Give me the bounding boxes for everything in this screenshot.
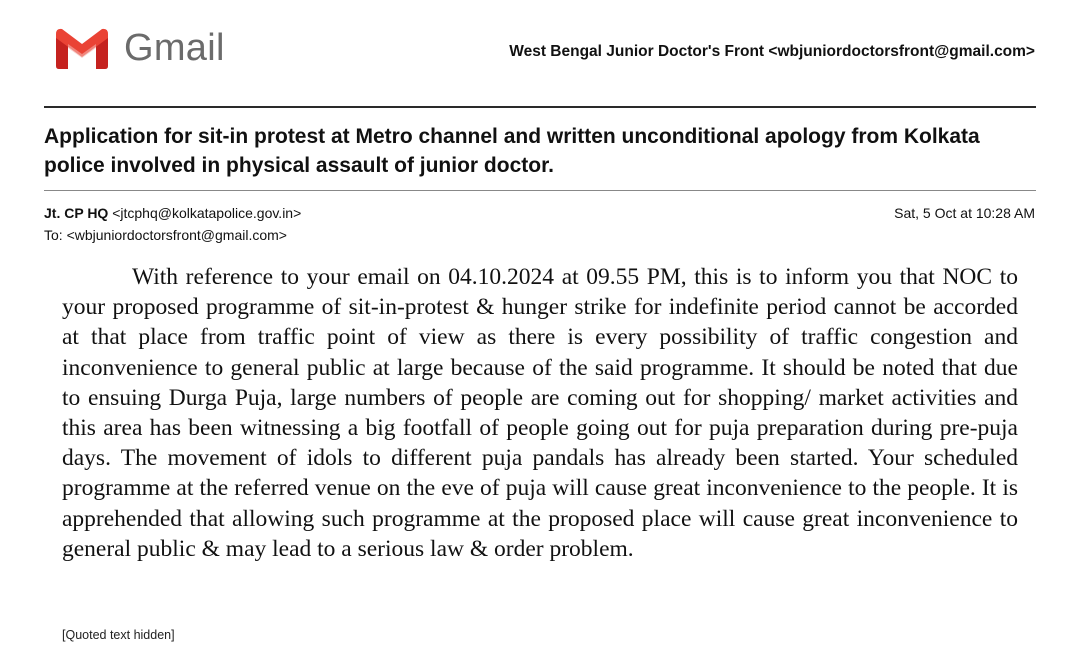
email-subject: Application for sit-in protest at Metro channel and written unconditional apology from Kolkata police involved in physical assault of junior doctor. <box>44 125 980 177</box>
email-body: With reference to your email on 04.10.2024 at 09.55 PM, this is to inform you that NOC to your proposed programme of sit-in-protest & hunger strike for indefinite period cannot be accorded at that place from traffic point of view as there is every possibility of traffic congestion and inconvenience to general public at large because of the said programme. It should be noted that due to ensuing Durga Puja, large numbers of people are coming out for shopping/ market activities and this area has been witnessing a big footfall of people going out for puja preparation during pre-puja days. The movement of idols to different puja pandals has already been started. Your scheduled programme at the referred venue on the eve of puja will cause great inconvenience to the people. It is apprehended that allowing such programme at the proposed place will cause great inconvenience to general public & may lead to a serious law & order problem. <box>62 264 1018 562</box>
sender-name: Jt. CP HQ <box>44 205 109 221</box>
header-divider <box>44 106 1036 108</box>
gmail-m-envelope-icon <box>52 26 112 70</box>
gmail-logo <box>52 26 225 70</box>
sender-line <box>44 205 301 221</box>
subject-divider <box>44 190 1036 191</box>
quoted-text-toggle[interactable]: [Quoted text hidden] <box>62 628 175 642</box>
recipient-line: To: <wbjuniordoctorsfront@gmail.com> <box>44 227 287 243</box>
gmail-wordmark: Gmail <box>124 27 225 69</box>
print-header <box>0 0 1080 100</box>
email-date: Sat, 5 Oct at 10:28 AM <box>894 205 1035 221</box>
sender-address: <jtcphq@kolkatapolice.gov.in> <box>112 205 302 221</box>
account-label: West Bengal Junior Doctor's Front <wbjuniordoctorsfront@gmail.com> <box>509 43 1035 60</box>
